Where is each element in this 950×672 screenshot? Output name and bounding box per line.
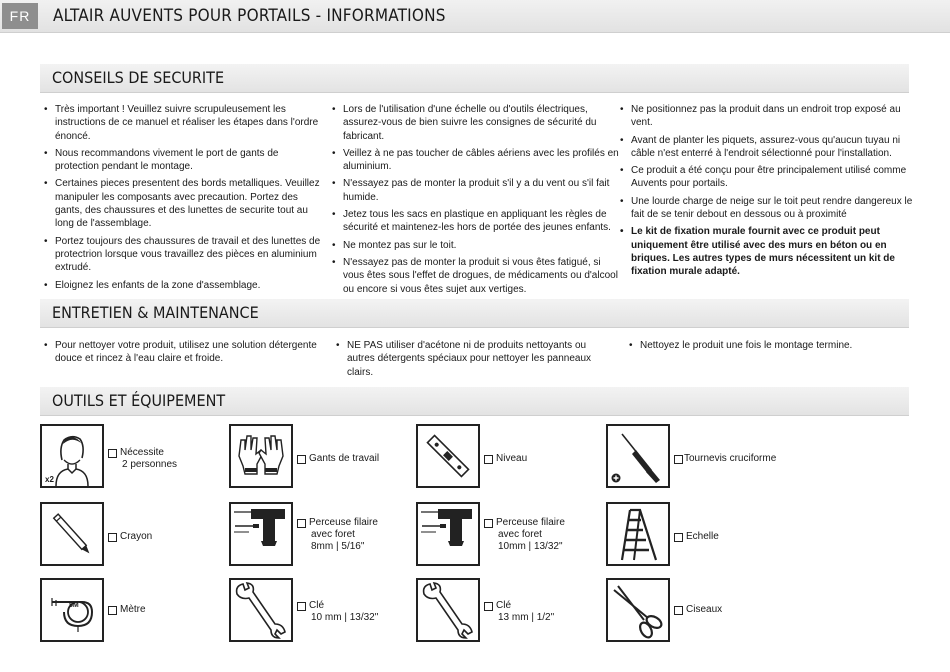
wall-fixing-warning: • Le kit de fixation murale fournit avec ce produit peut uniquement être utilisé avec des murs en béton ou en briques. Les autres types de murs nécessitent un kit de fixation murale adapté. [618, 225, 913, 278]
checkbox[interactable] [108, 449, 117, 458]
list-item: • Très important ! Veuillez suivre scrupuleusement les instructions de ce manuel et réaliser les étapes dans l'ordre énoncé. [42, 103, 325, 143]
list-item: • Portez toujours des chaussures de travail et des lunettes de protectrion lorsque vous travaillez des pièces en aluminium extrudé. [42, 235, 325, 275]
checkbox[interactable] [484, 519, 493, 528]
list-item: • Certaines pieces presentent des bords metalliques. Veuillez manipuler les composants avec precaution. Portez des gants, des chaussures et des lunettes de securite tout au long de l'assemblage. [42, 177, 325, 230]
list-item: • Nettoyez le produit une fois le montage termine. [627, 339, 897, 352]
checkbox[interactable] [484, 602, 493, 611]
maintenance-list-col3 [627, 339, 897, 356]
section-header-safety [40, 64, 909, 93]
list-item: • Une lourde charge de neige sur le toit peut rendre dangereux le fait de se tenir debout en dessous ou à proximité [618, 195, 913, 222]
list-item: • Lors de l'utilisation d'une échelle ou d'outils électriques, assurez-vous de bien suivre les consignes de sécurité du fabricant. [330, 103, 620, 143]
tool-label: Clé 13 mm | 1/2" [496, 600, 555, 623]
list-item: • Jetez tous les sacs en plastique en appliquant les règles de sécurité et maintenez-les hors de portée des jeunes enfants. [330, 208, 620, 235]
tool-label: Ciseaux [686, 604, 723, 615]
page-title: ALTAIR AUVENTS POUR PORTAILS - INFORMATIONS [53, 6, 446, 26]
list-item: • Nous recommandons vivement le port de gants de protection pendant le montage. [42, 147, 325, 174]
checkbox[interactable] [674, 606, 683, 615]
list-item: • Ce produit a été conçu pour être principalement utilisé comme Auvents pour portails. [618, 164, 913, 191]
ladder-icon [606, 502, 670, 566]
checkbox[interactable] [297, 455, 306, 464]
section-title: OUTILS ET ÉQUIPEMENT [52, 391, 226, 410]
checkbox[interactable] [674, 533, 683, 542]
tape-length-badge: 5M [69, 602, 79, 609]
gloves-icon [229, 424, 293, 488]
list-item: • Eloignez les enfants de la zone d'assemblage. [42, 279, 325, 292]
safety-list-col1 [42, 103, 325, 296]
maintenance-list-col2 [334, 339, 614, 383]
tool-label: Niveau [496, 453, 528, 464]
maintenance-list-col1 [42, 339, 322, 370]
list-item: • Pour nettoyer votre produit, utilisez une solution détergente douce et rincez à l'eau claire et froide. [42, 339, 322, 366]
list-item: • NE PAS utiliser d'acétone ni de produits nettoyants ou autres détergents spéciaux pour nettoyer les panneaux clairs. [334, 339, 614, 379]
list-item: • Ne positionnez pas la produit dans un endroit trop exposé au vent. [618, 103, 913, 130]
tool-label: Nécessite 2 personnes [120, 447, 178, 470]
section-title: ENTRETIEN & MAINTENANCE [52, 303, 259, 322]
tool-label: Gants de travail [309, 453, 380, 464]
tool-label: Tournevis cruciforme [684, 453, 777, 464]
level-icon [416, 424, 480, 488]
wrench-icon [229, 578, 293, 642]
tool-label: Mètre [120, 604, 146, 615]
section-header-maintenance [40, 299, 909, 328]
list-item: • N'essayez pas de monter la produit si vous êtes fatigué, si vous êtes sous l'effet de drogues, de médicaments ou d'alcool ou encore si vous êtes sujet aux vertiges. [330, 256, 620, 296]
checkbox[interactable] [297, 602, 306, 611]
scissors-icon [606, 578, 670, 642]
tool-label: Crayon [120, 531, 153, 542]
list-item: • Ne montez pas sur le toit. [330, 239, 620, 252]
list-item: • Veillez à ne pas toucher de câbles aériens avec les profilés en aluminium. [330, 147, 620, 174]
header-bar [0, 0, 950, 33]
checkbox[interactable] [674, 455, 683, 464]
safety-list-col2 [330, 103, 620, 300]
person-icon [40, 424, 104, 488]
tool-label: Echelle [686, 531, 719, 542]
drill-icon [229, 502, 293, 566]
list-item: • N'essayez pas de monter la produit s'il y a du vent ou s'il fait humide. [330, 177, 620, 204]
section-title: CONSEILS DE SECURITE [52, 68, 225, 87]
checkbox[interactable] [108, 533, 117, 542]
checkbox[interactable] [297, 519, 306, 528]
tool-label: Perceuse filaire avec foret 10mm | 13/32" [496, 517, 565, 552]
tape-measure-icon [40, 578, 104, 642]
tool-label: Clé 10 mm | 13/32" [309, 600, 379, 623]
section-header-tools [40, 387, 909, 416]
pencil-icon [40, 502, 104, 566]
list-item: • Avant de planter les piquets, assurez-vous qu'aucun tuyau ni câble n'est enterré à l'endroit sélectionné pour l'installation. [618, 134, 913, 161]
checkbox[interactable] [484, 455, 493, 464]
checkbox[interactable] [108, 606, 117, 615]
persons-count-badge: x2 [45, 475, 54, 484]
drill-icon [416, 502, 480, 566]
safety-list-col3 [618, 103, 913, 283]
language-badge: FR [2, 3, 38, 29]
screwdriver-icon [606, 424, 670, 488]
tool-label: Perceuse filaire avec foret 8mm | 5/16" [309, 517, 378, 552]
wrench-icon [416, 578, 480, 642]
